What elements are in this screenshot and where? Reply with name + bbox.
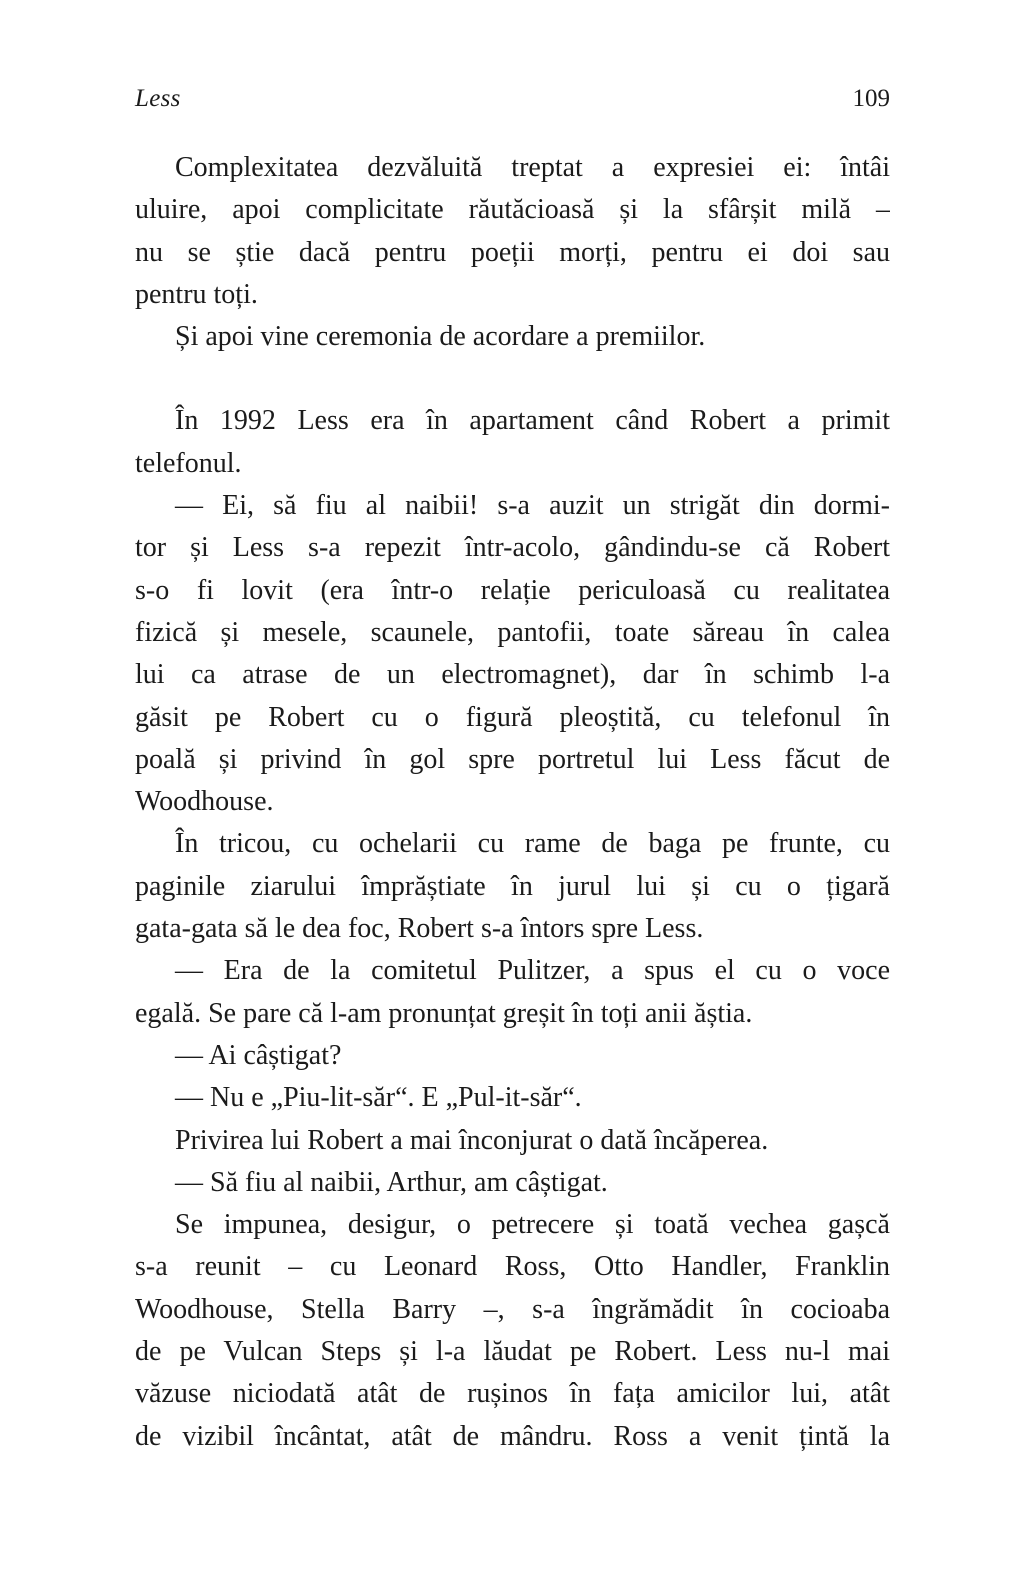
text-line: de pe Vulcan Steps și l-a lăudat pe Robert. Less nu-l mai <box>135 1336 890 1368</box>
text-line: uluire, apoi complicitate răutăcioasă și la sfârșit milă – <box>135 194 890 226</box>
dialogue-paragraph <box>135 950 890 1035</box>
text-line: s-o fi lovit (era într-o relație periculoasă cu realitatea <box>135 574 890 606</box>
text-line: În 1992 Less era în apartament când Robert a primit <box>175 405 890 437</box>
text-line: Woodhouse, Stella Barry –, s-a îngrămădit în cocioaba <box>135 1293 890 1325</box>
text-line: nu se știe dacă pentru poeții morți, pentru ei doi sau <box>135 236 890 268</box>
text-line: — Era de la comitetul Pulitzer, a spus el cu o voce <box>175 955 890 987</box>
text-line: văzuse niciodată atât de rușinos în fața amicilor lui, atât <box>135 1378 890 1410</box>
paragraph <box>135 147 890 316</box>
paragraph <box>135 316 890 358</box>
text-line: de vizibil încântat, atât de mândru. Ross a venit țintă la <box>135 1420 890 1452</box>
text-line: Și apoi vine ceremonia de acordare a premiilor. <box>175 321 706 353</box>
text-line: s-a reunit – cu Leonard Ross, Otto Handler, Franklin <box>135 1251 890 1283</box>
text-line: — Să fiu al naibii, Arthur, am câștigat. <box>175 1166 608 1198</box>
dialogue-paragraph <box>135 1035 890 1077</box>
text-line: — Ei, să fiu al naibii! s-a auzit un strigăt din dormi- <box>175 490 890 522</box>
paragraph <box>135 1204 890 1458</box>
text-line: găsit pe Robert cu o figură pleoștită, cu telefonul în <box>135 701 890 733</box>
text-line: telefonul. <box>135 447 242 479</box>
dialogue-paragraph <box>135 1162 890 1204</box>
text-line: poală și privind în gol spre portretul lui Less făcut de <box>135 743 890 775</box>
running-title: Less <box>135 85 181 112</box>
paragraph <box>135 400 890 485</box>
page-number: 109 <box>852 85 890 112</box>
text-line: Complexitatea dezvăluită treptat a expresiei ei: întâi <box>175 152 890 183</box>
text-line: Privirea lui Robert a mai înconjurat o dată încăperea. <box>175 1124 769 1156</box>
page-body <box>135 147 890 1458</box>
text-line: paginile ziarului împrăștiate în jurul lui și cu o țigară <box>135 870 890 902</box>
text-line: tor și Less s-a repezit într-acolo, gândindu-se că Robert <box>135 532 890 564</box>
paragraph <box>135 823 890 950</box>
dialogue-paragraph <box>135 485 890 823</box>
text-line: pentru toți. <box>135 278 258 310</box>
text-line: egală. Se pare că l-am pronunțat greșit în toți anii ăștia. <box>135 997 753 1029</box>
text-line: — Ai câștigat? <box>175 1039 342 1071</box>
text-line: — Nu e „Piu-lit-săr“. E „Pul-it-săr“. <box>175 1082 582 1114</box>
dialogue-paragraph <box>135 1077 890 1119</box>
text-line: Woodhouse. <box>135 786 274 818</box>
text-line: gata-gata să le dea foc, Robert s-a întors spre Less. <box>135 913 704 945</box>
text-line: fizică și mesele, scaunele, pantofii, toate săreau în calea <box>135 616 890 648</box>
text-line: În tricou, cu ochelarii cu rame de baga pe frunte, cu <box>175 828 890 860</box>
text-line: Se impunea, desigur, o petrecere și toată vechea gașcă <box>175 1209 890 1241</box>
text-line: lui ca atrase de un electromagnet), dar în schimb l-a <box>135 659 890 691</box>
page-header <box>135 84 890 114</box>
paragraph <box>135 1120 890 1162</box>
